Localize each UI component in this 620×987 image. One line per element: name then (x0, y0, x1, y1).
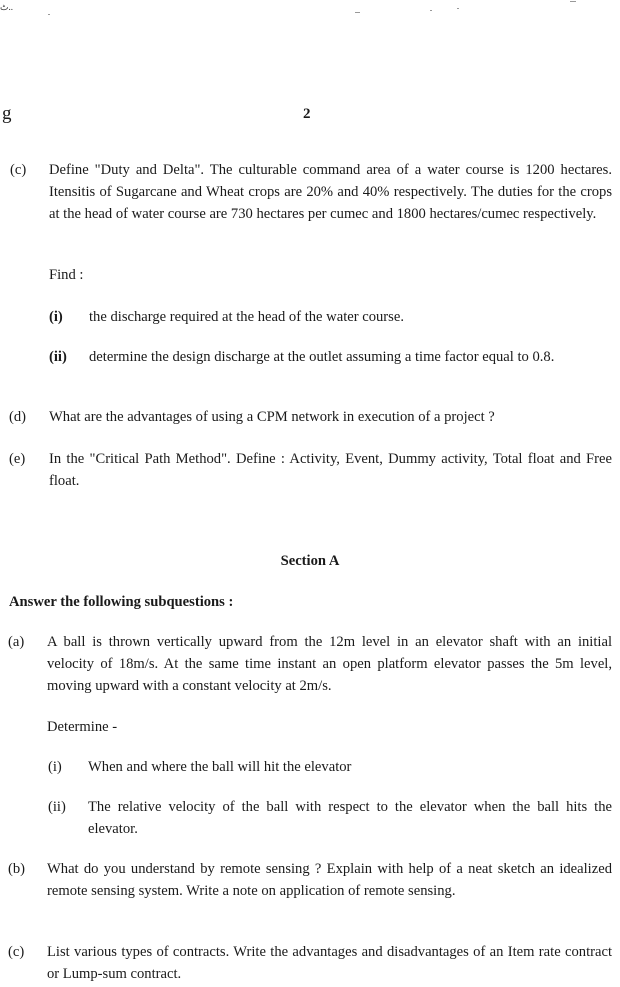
question-label: (c) (8, 944, 25, 960)
question-text: Define "Duty and Delta". The culturable command area of a water course is 1200 hectares. Itensitis of Sugarcane and Wheat crops are 20% and 40% respectively. The duties for the crops at the head of water course are 730 hectares per cumec and 1800 hectares/cumec respectively. (49, 162, 612, 222)
sub-question-text: When and where the ball will hit the elevator (88, 759, 352, 775)
find-label: Find : (49, 267, 84, 283)
sub-question-label: (ii) (49, 349, 67, 365)
question-label: (b) (8, 861, 26, 877)
question-label: (c) (10, 162, 27, 178)
question-text: What are the advantages of using a CPM network in execution of a project ? (49, 409, 495, 425)
sub-question-label: (ii) (48, 799, 66, 815)
margin-mark: g (2, 103, 12, 124)
sub-question-label: (i) (49, 309, 63, 325)
sub-question-label: (i) (48, 759, 62, 775)
corner-mark: ٹ.. (0, 2, 13, 12)
section-instruction: Answer the following subquestions : (9, 594, 234, 610)
scan-speck (355, 12, 360, 13)
scan-speck (430, 10, 432, 11)
scan-speck (457, 8, 459, 9)
question-text: In the "Critical Path Method". Define : Activity, Event, Dummy activity, Total float and Free float. (49, 451, 612, 489)
page-number: 2 (303, 106, 311, 122)
question-label: (a) (8, 634, 25, 650)
question-label: (d) (9, 409, 27, 425)
question-text: A ball is thrown vertically upward from the 12m level in an elevator shaft with an initial velocity of 18m/s. At the same time instant an open platform elevator passes the 5m level, moving upward with a constant velocity at 2m/s. (47, 634, 612, 694)
sub-question-text: The relative velocity of the ball with respect to the elevator when the ball hits the elevator. (88, 799, 612, 837)
question-text: What do you understand by remote sensing ? Explain with help of a neat sketch an idealized remote sensing system. Write a note on application of remote sensing. (47, 861, 612, 899)
question-label: (e) (9, 451, 26, 467)
sub-question-text: the discharge required at the head of the water course. (89, 309, 404, 325)
question-text: List various types of contracts. Write the advantages and disadvantages of an Item rate contract or Lump-sum contract. (47, 944, 612, 982)
scan-speck (48, 14, 50, 15)
scan-speck (570, 1, 576, 2)
sub-question-text: determine the design discharge at the outlet assuming a time factor equal to 0.8. (89, 349, 555, 365)
determine-label: Determine - (47, 719, 118, 735)
section-title: Section A (280, 553, 340, 569)
